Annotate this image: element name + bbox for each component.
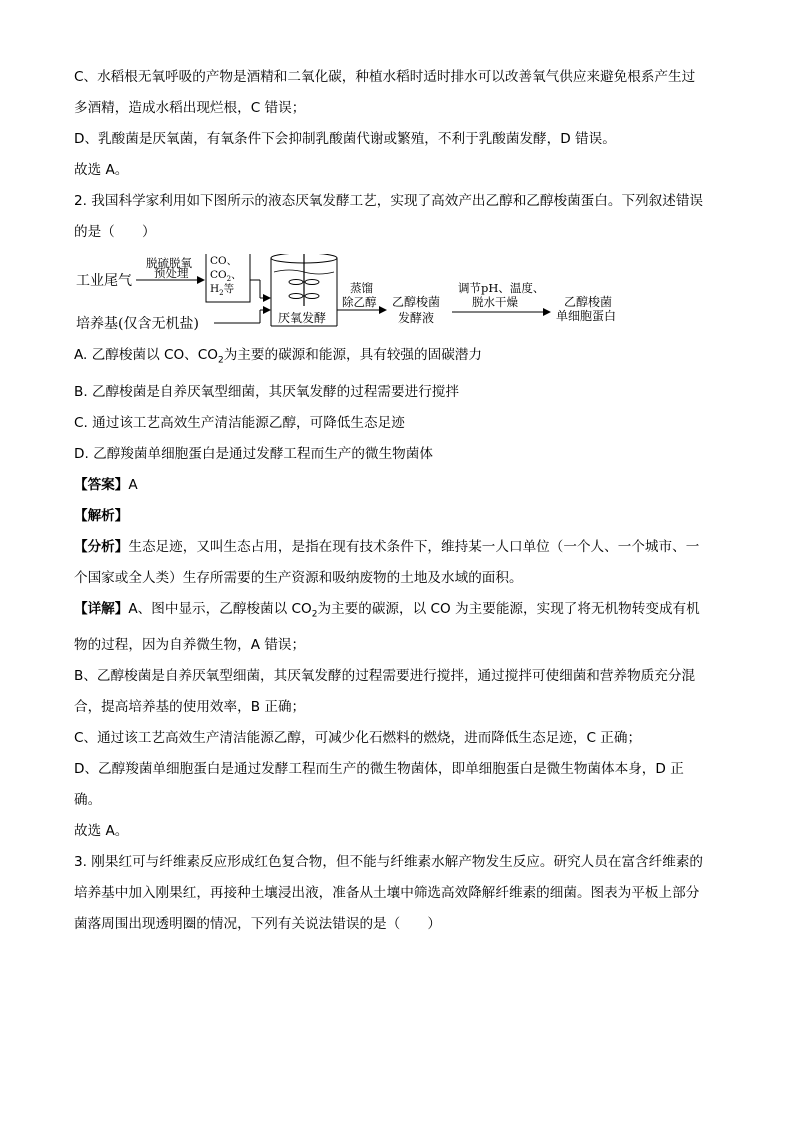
answer-value: A	[128, 476, 138, 493]
option-d: D. 乙醇羧菌单细胞蛋白是通过发酵工程而生产的微生物菌体	[74, 445, 433, 462]
text-line: C、通过该工艺高效生产清洁能源乙醇，可减少化石燃料的燃烧，进而降低生态足迹，C 正确；	[74, 730, 642, 747]
text-line: C、水稻根无氧呼吸的产物是酒精和二氧化碳，种植水稻时适时排水可以改善氧气供应来避免根系产生过	[74, 69, 696, 85]
text-line: 确。	[74, 792, 102, 809]
stirrer-blade	[289, 294, 303, 299]
analysis-line	[74, 501, 724, 532]
question-2-stem: 2. 我国科学家利用如下图所示的液态厌氧发酵工艺，实现了高效产出乙醇和乙醇梭菌蛋白。下列叙述错误	[74, 193, 704, 209]
text-line: 合，提高培养基的使用效率，B 正确；	[74, 699, 306, 716]
answer-line	[74, 470, 724, 501]
distill-label-2: 除乙醇	[342, 295, 377, 309]
stirrer-blade	[305, 280, 319, 285]
process-flow-svg	[74, 254, 724, 336]
option-b: B. 乙醇梭菌是自养厌氧型细菌，其厌氧发酵的过程需要进行搅拌	[74, 383, 459, 400]
text-line: 故选 A。	[74, 823, 129, 840]
gas-co2: $CO_2$、	[210, 269, 242, 283]
distill-label-1: 蒸馏	[350, 281, 373, 295]
stirrer-blade	[305, 294, 319, 299]
gas-co: CO、	[210, 255, 238, 267]
text-line: 个国家或全人类）生存所需要的生产资源和吸纳废物的土地及水域的面积。	[74, 569, 523, 586]
product-label-2: 单细胞蛋白	[556, 309, 617, 323]
analysis-label: 【解析】	[74, 507, 129, 524]
adjust-label-1: 调节pH、温度、	[458, 281, 545, 295]
fenxi-label: 【分析】	[74, 538, 129, 555]
text-line: 故选 A。	[74, 162, 129, 178]
product-label-1: 乙醇梭菌	[564, 295, 613, 309]
xiangjie-label: 【详解】	[74, 600, 129, 617]
option-a: A. 乙醇梭菌以 CO、$CO_2$为主要的碳源和能源，具有较强的固碳潜力	[74, 347, 482, 366]
medium-label: 培养基(仅含无机盐)	[76, 316, 199, 332]
question-3-stem: 3. 刚果红可与纤维素反应形成红色复合物，但不能与纤维素水解产物发生反应。研究人员在富含纤维素的	[74, 854, 704, 871]
text-line: 多酒精，造成水稻出现烂根，C 错误；	[74, 100, 306, 116]
text-line: B、乙醇梭菌是自养厌氧型细菌，其厌氧发酵的过程需要进行搅拌，通过搅拌可使细菌和营养物质充分混	[74, 668, 696, 685]
fenxi-line: 【分析】生态足迹，又叫生态占用，是指在现有技术条件下，维持某一人口单位（一个人、一个城市、一	[74, 538, 700, 555]
pretreat-label-1: 脱硫脱氧	[146, 256, 192, 270]
fermentation-process-diagram	[74, 254, 724, 336]
exhaust-label: 工业尾气	[76, 273, 132, 289]
answer-label: 【答案】	[74, 476, 129, 493]
liquid-label-1: 乙醇梭菌	[392, 295, 441, 309]
stirrer-blade	[289, 280, 303, 285]
option-c: C. 通过该工艺高效生产清洁能源乙醇，可降低生态足迹	[74, 414, 405, 431]
adjust-label-2: 脱水干燥	[472, 295, 518, 309]
liquid-label-2: 发酵液	[398, 311, 435, 325]
question-2-stem: 的是（ ）	[74, 224, 156, 240]
pretreat-label-2: 预处理	[154, 266, 189, 280]
text-line: D、乳酸菌是厌氧菌，有氧条件下会抑制乳酸菌代谢或繁殖，不利于乳酸菌发酵，D 错误。	[74, 131, 616, 147]
ferment-label: 厌氧发酵	[278, 311, 327, 325]
question-3-stem: 培养基中加入刚果红，再接种土壤浸出液，准备从土壤中筛选高效降解纤维素的细菌。图表为平板上部分	[74, 885, 700, 902]
xiangjie-line: 【详解】A、图中显示，乙醇梭菌以 $CO_2$为主要的碳源，以 CO 为主要能源，实现了将无机物转变成有机	[74, 600, 700, 620]
text-line: D、乙醇羧菌单细胞蛋白是通过发酵工程而生产的微生物菌体，即单细胞蛋白是微生物菌体本身，D 正	[74, 761, 684, 778]
question-3-stem: 菌落周围出现透明圈的情况，下列有关说法错误的是（ ）	[74, 916, 442, 933]
gas-h2: $H_2$等	[210, 283, 235, 297]
text-line: 物的过程，因为自养微生物，A 错误；	[74, 637, 306, 654]
document-page	[74, 62, 724, 940]
